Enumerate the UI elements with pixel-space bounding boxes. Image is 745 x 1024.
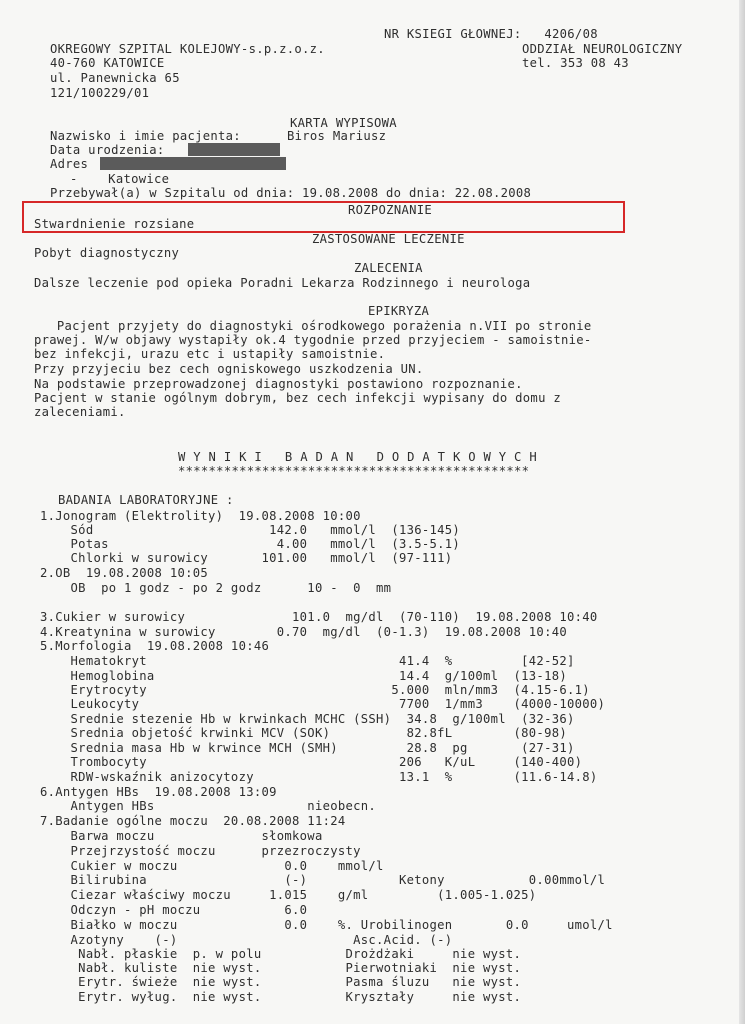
result-line: Srednia objetość krwinki MCV (SOK) 82.8fL (80-98) [40, 726, 567, 740]
result-line: Srednia masa Hb w krwince MCH (SMH) 28.8 pg (27-31) [40, 741, 575, 755]
result-line: 6.Antygen HBs 19.08.2008 13:09 [40, 785, 277, 799]
hospital-phone: tel. 353 08 43 [522, 56, 629, 70]
result-line: Hematokryt 41.4 % [42-52] [40, 654, 575, 668]
epicrisis-heading: EPIKRYZA [368, 304, 430, 318]
result-line: Hemoglobina 14.4 g/100ml (13-18) [40, 669, 567, 683]
result-line: RDW-wskaźnik anizocytozy 13.1 % (11.6-14.8) [40, 770, 598, 784]
result-line: 5.Morfologia 19.08.2008 10:46 [40, 639, 270, 653]
result-line: Nabł. kuliste nie wyst. Pierwotniaki nie wyst. [40, 961, 522, 975]
result-line: Ciezar właściwy moczu 1.015 g/ml (1.005-1.025) [40, 888, 537, 902]
epicrisis-line: Pacjent przyjety do diagnostyki ośrodkowego porażenia n.VII po stronie [34, 319, 592, 333]
result-line: Potas 4.00 mmol/l (3.5-5.1) [40, 537, 461, 551]
patient-name: Biros Mariusz [287, 129, 387, 143]
scan-edge-shadow [739, 0, 745, 1024]
lab-section-title: BADANIA LABORATORYJNE : [58, 493, 234, 507]
result-line: Erytr. wyług. nie wyst. Kryształy nie wyst. [40, 990, 522, 1004]
result-line: Chlorki w surowicy 101.00 mmol/l (97-111) [40, 551, 453, 565]
result-line: Trombocyty 206 K/uL (140-400) [40, 755, 583, 769]
epicrisis-line: Przy przyjeciu bez cech ogniskowego uszkodzenia UN. [34, 362, 424, 376]
result-line: Erytrocyty 5.000 mln/mm3 (4.15-6.1) [40, 683, 590, 697]
result-line: 2.OB 19.08.2008 10:05 [40, 566, 209, 580]
epicrisis-line: bez infekcji, urazu etc i ustapiły samoistnie. [34, 347, 386, 361]
epicrisis-line: prawej. W/w objawy wystapiły ok.4 tygodnie przed przyjeciem - samoistnie- [34, 333, 592, 347]
patient-name-label: Nazwisko i imie pacjenta: [50, 129, 241, 143]
registration-number: 121/100229/01 [50, 86, 150, 100]
hospital-name: OKREGOWY SZPITAL KOLEJOWY-s.p.z.o.z. [50, 42, 325, 56]
diagnosis-heading: ROZPOZNANIE [348, 203, 433, 217]
epicrisis-line: Pacjent w stanie ogólnym dobrym, bez cech infekcji wypisany do domu z [34, 391, 561, 405]
address-redaction [100, 157, 286, 170]
result-line: 1.Jonogram (Elektrolity) 19.08.2008 10:00 [40, 509, 361, 523]
dob-redaction [188, 143, 280, 156]
hospital-postcode-city: 40-760 KATOWICE [50, 56, 165, 70]
recommendations-heading: ZALECENIA [354, 261, 423, 275]
hospital-street: ul. Panewnicka 65 [50, 71, 180, 85]
book-number: NR KSIEGI GŁOWNEJ: 4206/08 [384, 27, 598, 41]
result-line: Erytr. świeże nie wyst. Pasma śluzu nie wyst. [40, 975, 522, 989]
result-line: Srednie stezenie Hb w krwinkach MCHC (SSH) 34.8 g/100ml (32-36) [40, 712, 575, 726]
treatment-heading: ZASTOSOWANE LECZENIE [312, 232, 465, 246]
result-line: 3.Cukier w surowicy 101.0 mg/dl (70-110) 19.08.2008 10:40 [40, 610, 598, 624]
result-line: Barwa moczu słomkowa [40, 829, 323, 843]
result-line: Nabł. płaskie p. w polu Drożdżaki nie wyst. [40, 947, 522, 961]
result-line: OB po 1 godz - po 2 godz 10 - 0 mm [40, 581, 392, 595]
treatment-text: Pobyt diagnostyczny [34, 246, 180, 260]
result-line: Leukocyty 7700 1/mm3 (4000-10000) [40, 697, 606, 711]
result-line: Cukier w moczu 0.0 mmol/l [40, 859, 384, 873]
result-line: Sód 142.0 mmol/l (136-145) [40, 523, 461, 537]
result-line: Azotyny (-) Asc.Acid. (-) [40, 933, 453, 947]
address-city: - Katowice [70, 172, 170, 186]
recommendations-text: Dalsze leczenie pod opieka Poradni Lekarza Rodzinnego i neurologa [34, 276, 531, 290]
department-name: ODDZIAŁ NEUROLOGICZNY [522, 42, 683, 56]
result-line: 7.Badanie ogólne moczu 20.08.2008 11:24 [40, 814, 346, 828]
result-line: 4.Kreatynina w surowicy 0.70 mg/dl (0-1.3) 19.08.2008 10:40 [40, 625, 567, 639]
card-title: KARTA WYPISOWA [290, 116, 397, 130]
results-heading: W Y N I K I B A D A N D O D A T K O W Y C H [178, 450, 537, 464]
epicrisis-line: zaleceniami. [34, 405, 126, 419]
diagnosis-text: Stwardnienie rozsiane [34, 217, 195, 231]
stay-dates: Przebywał(a) w Szpitalu od dnia: 19.08.2008 do dnia: 22.08.2008 [50, 186, 532, 200]
dob-label: Data urodzenia: [50, 143, 165, 157]
address-label: Adres [50, 157, 89, 171]
result-line: Odczyn - pH moczu 6.0 [40, 903, 308, 917]
result-line: Bilirubina (-) Ketony 0.00mmol/l [40, 873, 606, 887]
epicrisis-line: Na podstawie przeprowadzonej diagnostyki postawiono rozpoznanie. [34, 377, 523, 391]
result-line: Białko w moczu 0.0 %. Urobilinogen 0.0 umol/l [40, 918, 613, 932]
result-line: Przejrzystość moczu przezroczysty [40, 844, 361, 858]
result-line: Antygen HBs nieobecn. [40, 799, 377, 813]
results-stars-line: ********************************************** [178, 464, 530, 478]
